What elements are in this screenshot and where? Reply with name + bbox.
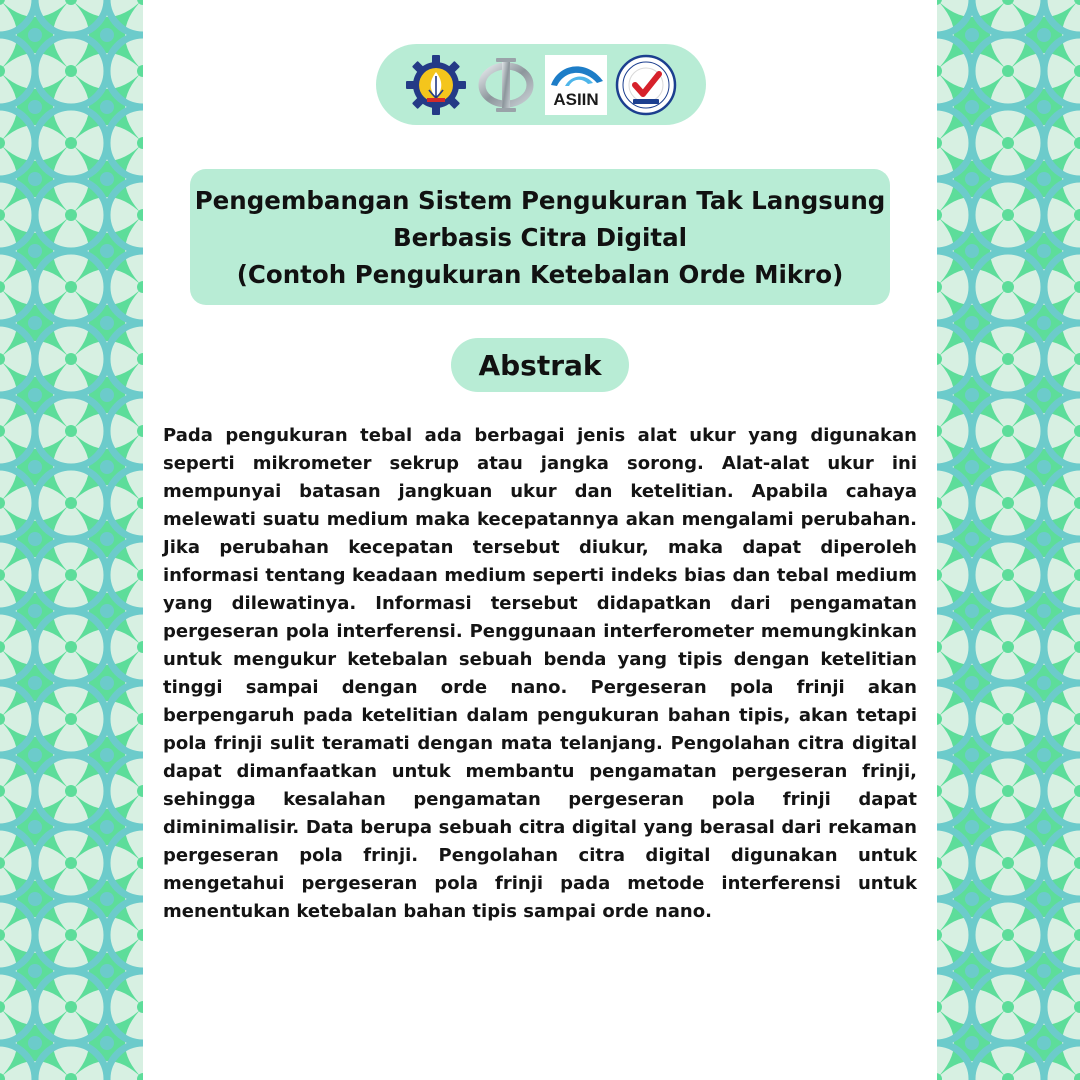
- logo-bar: [376, 44, 706, 125]
- phi-physics-emblem-icon: [475, 54, 537, 116]
- right-decorative-pattern: [937, 0, 1080, 1080]
- title-box: [190, 169, 890, 305]
- abstract-paragraph: Pada pengukuran tebal ada berbagai jenis alat ukur yang digunakan seperti mikrometer sekrup atau jangka sorong. Alat-alat ukur ini mempunyai batasan jangkuan ukur dan ketelitian. Apabila cahaya melewati suatu medium maka kecepatannya akan mengalami perubahan. Jika perubahan kecepatan tersebut diukur, maka dapat diperoleh informasi tentang keadaan medium seperti indeks bias dan tebal medium yang dilewatinya. Informasi tersebut didapatkan dari pengamatan pergeseran pola interferensi. Penggunaan interferometer memungkinkan untuk mengukur ketebalan sebuah benda yang tipis dengan ketelitian tinggi sampai dengan orde nano. Pergeseran pola frinji akan berpengaruh pada ketelitian dalam pengukuran bahan tipis, akan tetapi pola frinji sulit teramati dengan mata telanjang. Pengolahan citra digital dapat dimanfaatkan untuk membantu pengamatan pergeseran frinji, sehingga kesalahan pengamatan pergeseran pola frinji dapat diminimalisir. Data berupa sebuah citra digital yang berasal dari rekaman pergeseran pola frinji. Pengolahan citra digital digunakan untuk mengetahui pergeseran pola frinji pada metode interferensi untuk menentukan ketebalan bahan tipis sampai orde nano.: [163, 425, 917, 922]
- title-line-1: Pengembangan Sistem Pengukuran Tak Langsung: [194, 185, 886, 215]
- title-line-2: Berbasis Citra Digital: [392, 222, 688, 252]
- left-decorative-pattern: [0, 0, 143, 1080]
- its-gear-emblem-icon: [405, 54, 467, 116]
- asiin-logo-text: ASIIN: [553, 89, 599, 109]
- title-line-3: (Contoh Pengukuran Ketebalan Orde Mikro): [236, 259, 844, 289]
- asiin-logo-icon: [545, 54, 607, 116]
- section-heading-pill: [451, 338, 629, 392]
- lamsama-accreditation-seal-icon: [615, 54, 677, 116]
- section-heading: Abstrak: [478, 348, 602, 382]
